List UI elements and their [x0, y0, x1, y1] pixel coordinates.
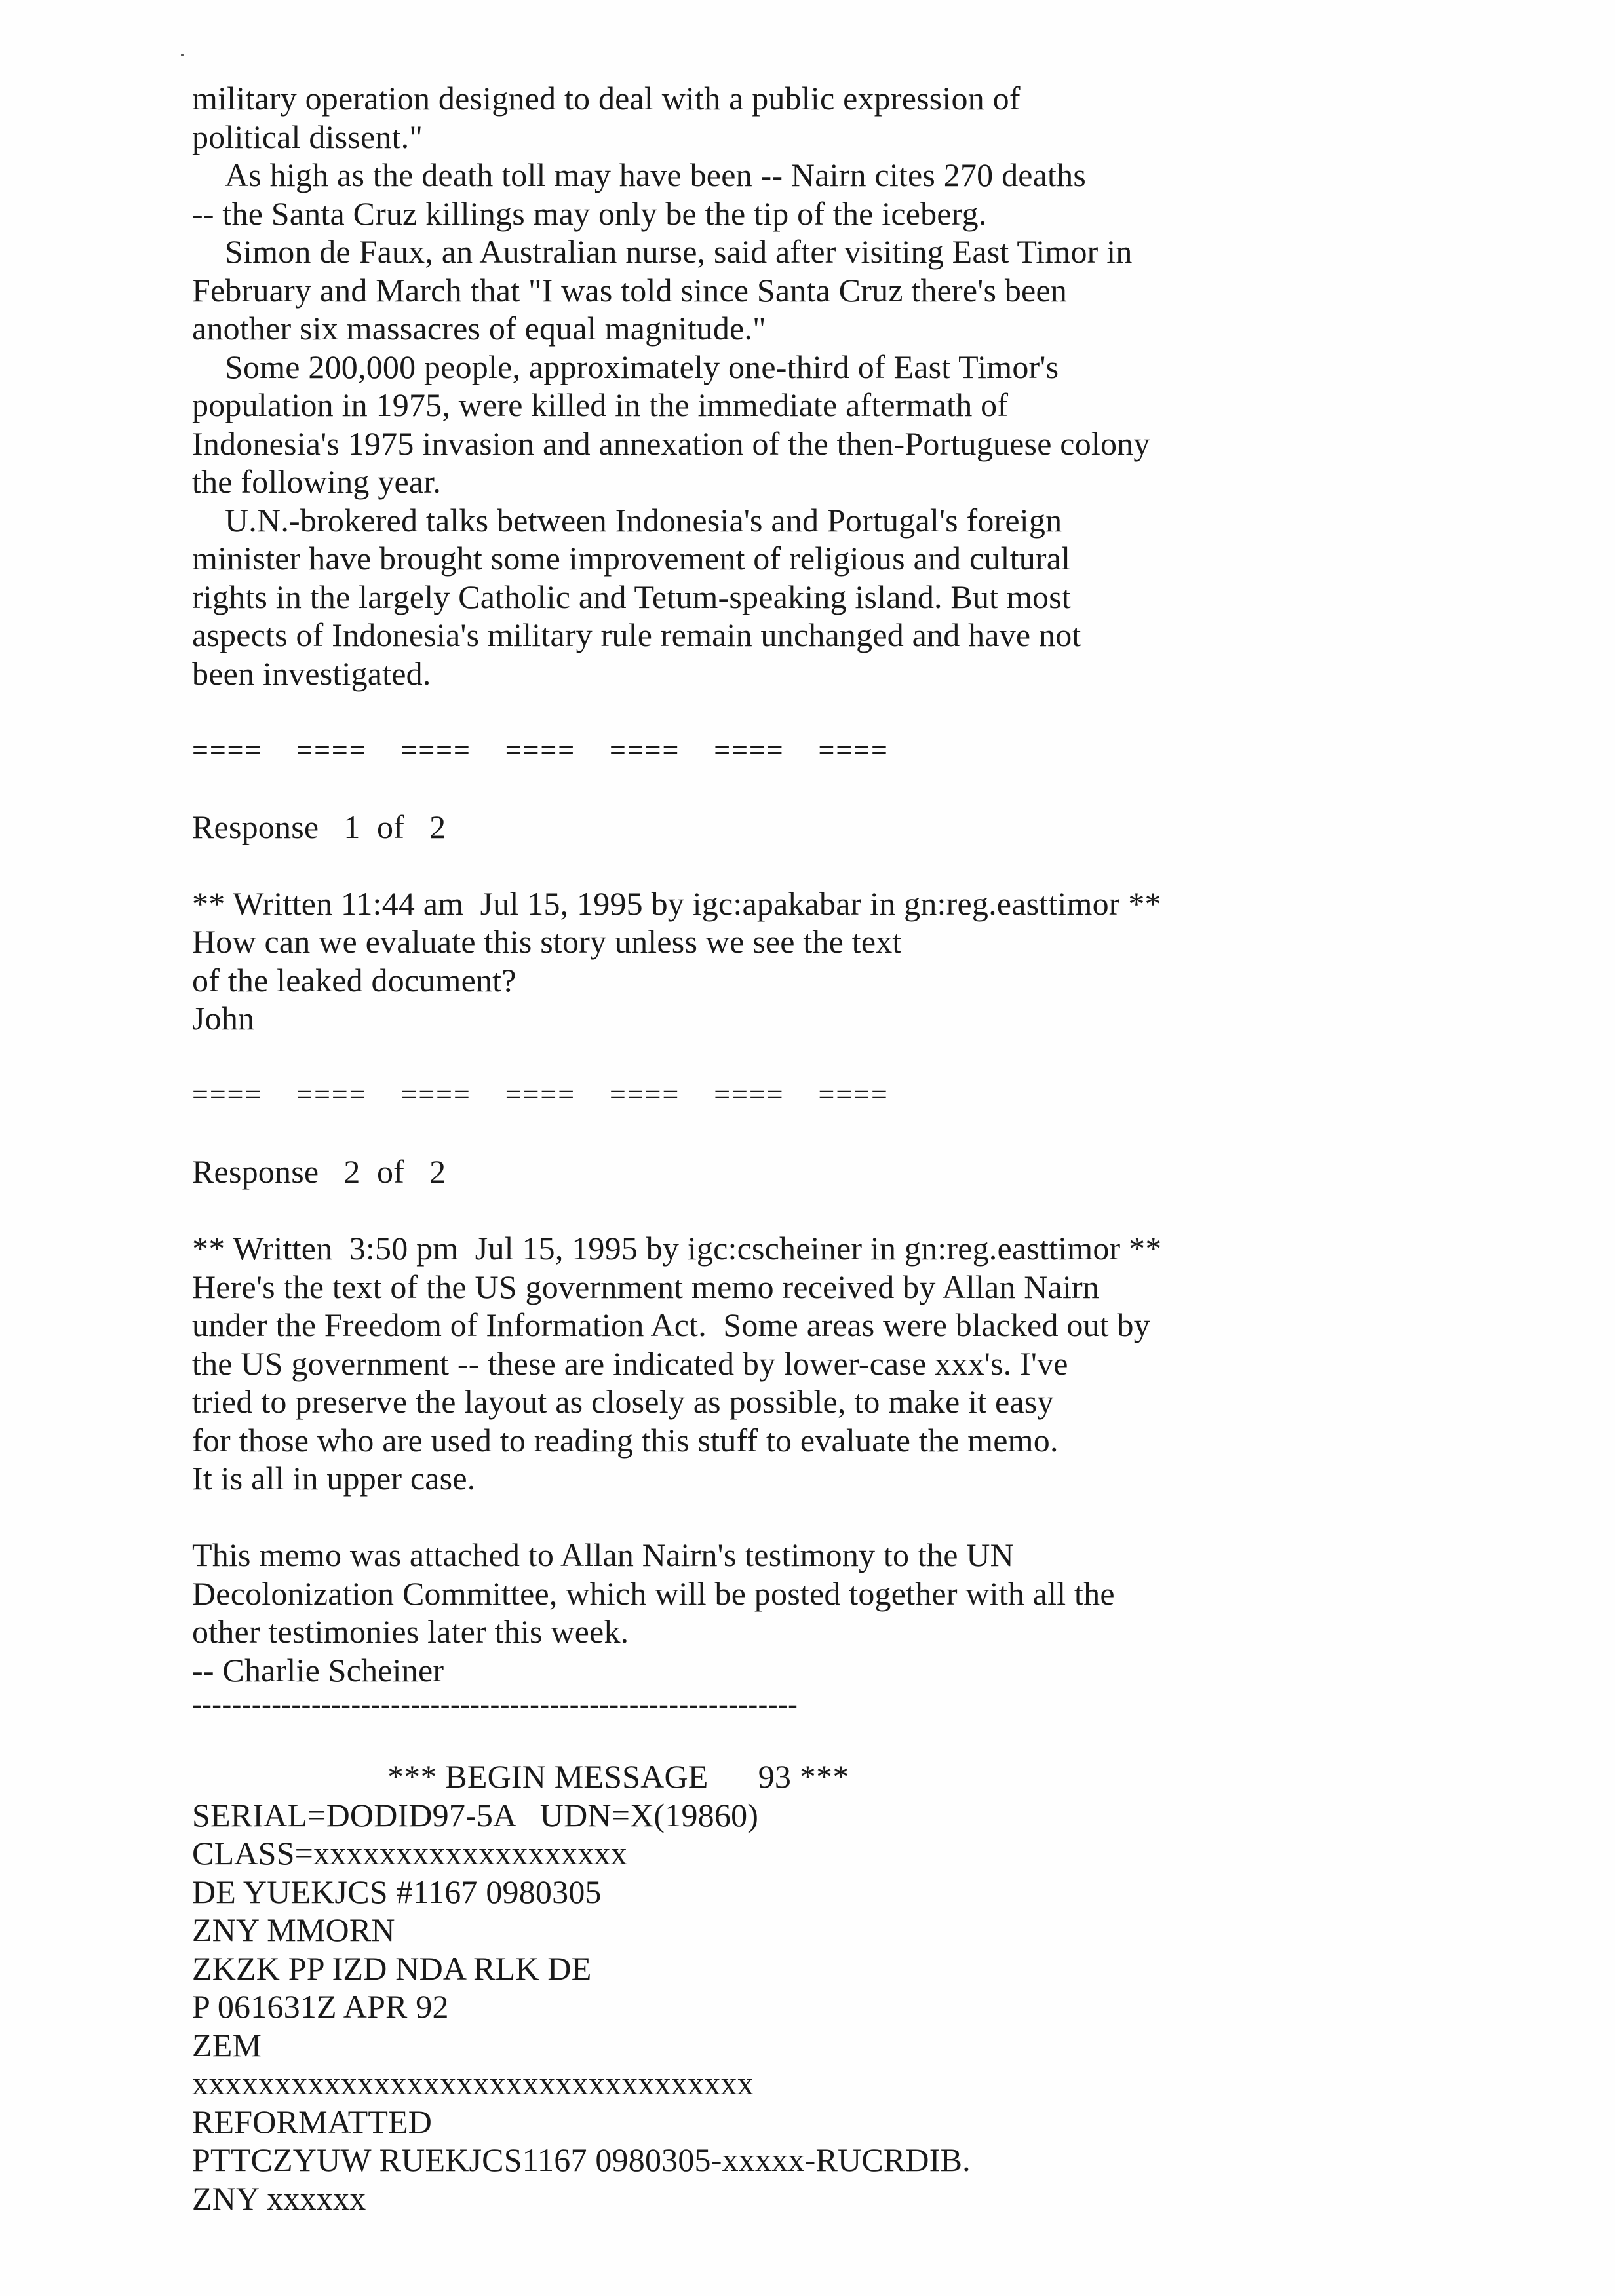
text-line: another six massacres of equal magnitude."	[192, 310, 766, 347]
text-line: February and March that "I was told since Santa Cruz there's been	[192, 271, 1068, 309]
scan-speck	[181, 54, 184, 56]
memo-line: ZNY MMORN	[192, 1911, 395, 1948]
text-line: been investigated.	[192, 655, 431, 692]
text-line: tried to preserve the layout as closely as possible, to make it easy	[192, 1383, 1054, 1420]
text-line: population in 1975, were killed in the immediate aftermath of	[192, 387, 1009, 423]
text-line: Here's the text of the US government memo received by Allan Nairn	[192, 1268, 1100, 1305]
memo-line: CLASS=xxxxxxxxxxxxxxxxxxx	[192, 1835, 627, 1871]
memo-line: ZKZK PP IZD NDA RLK DE	[192, 1949, 592, 1987]
text-line: other testimonies later this week.	[192, 1613, 629, 1650]
text-line: Some 200,000 people, approximately one-third of East Timor's	[225, 348, 1059, 385]
memo-line: DE YUEKJCS #1167 0980305	[192, 1873, 602, 1910]
response-2	[192, 1153, 1503, 1689]
response-1	[192, 808, 1503, 1038]
memo-line: P 061631Z APR 92	[192, 1988, 449, 2025]
written-byline: ** Written 3:50 pm Jul 15, 1995 by igc:cscheiner in gn:reg.easttimor **	[192, 1230, 1162, 1267]
memo-line: SERIAL=DODID97-5A UDN=X(19860)	[192, 1796, 759, 1833]
text-line: This memo was attached to Allan Nairn's testimony to the UN	[192, 1537, 1014, 1573]
dashed-rule: -------------------------------------------------------------	[192, 1689, 798, 1719]
signature-line: -- Charlie Scheiner	[192, 1651, 444, 1689]
text-line: military operation designed to deal with a public expression of	[192, 80, 1021, 117]
written-byline: ** Written 11:44 am Jul 15, 1995 by igc:apakabar in gn:reg.easttimor **	[192, 885, 1161, 922]
text-line: How can we evaluate this story unless we see the text	[192, 923, 902, 960]
response-header: Response 2 of 2	[192, 1153, 446, 1190]
text-line: of the leaked document?	[192, 961, 516, 999]
memo-line: ZEM	[192, 2026, 262, 2063]
text-line: the following year.	[192, 463, 442, 500]
response-header: Response 1 of 2	[192, 808, 446, 845]
text-line: U.N.-brokered talks between Indonesia's and Portugal's foreign	[225, 501, 1062, 539]
memo-line: REFORMATTED	[192, 2103, 433, 2140]
document-text	[192, 79, 1503, 2217]
text-line: rights in the largely Catholic and Tetum-speaking island. But most	[192, 578, 1072, 615]
separator-line: ==== ==== ==== ==== ==== ==== ====	[192, 733, 889, 766]
text-line: It is all in upper case.	[192, 1460, 476, 1497]
text-line: the US government -- these are indicated by lower-case xxx's. I've	[192, 1345, 1068, 1382]
text-line: aspects of Indonesia's military rule remain unchanged and have not	[192, 617, 1081, 653]
text-line: Indonesia's 1975 invasion and annexation of the then-Portuguese colony	[192, 425, 1150, 462]
article-section	[192, 79, 1503, 693]
signature-line: John	[192, 1000, 255, 1037]
text-line: Simon de Faux, an Australian nurse, said after visiting East Timor in	[225, 233, 1133, 270]
text-line: -- the Santa Cruz killings may only be the tip of the iceberg.	[192, 195, 987, 232]
memo-line: PTTCZYUW RUEKJCS1167 0980305-xxxxx-RUCRDIB.	[192, 2141, 971, 2178]
text-line: for those who are used to reading this stuff to evaluate the memo.	[192, 1421, 1059, 1459]
text-line: minister have brought some improvement of religious and cultural	[192, 540, 1071, 577]
memo-title: *** BEGIN MESSAGE 93 ***	[387, 1758, 849, 1795]
text-line: As high as the death toll may have been -- Nairn cites 270 deaths	[225, 157, 1087, 193]
memo-line: xxxxxxxxxxxxxxxxxxxxxxxxxxxxxxxxxx	[192, 2065, 754, 2101]
text-line: under the Freedom of Information Act. Some areas were blacked out by	[192, 1307, 1150, 1343]
memo-line: ZNY xxxxxx	[192, 2179, 366, 2217]
text-line: Decolonization Committee, which will be posted together with all the	[192, 1575, 1115, 1612]
memo-section	[192, 1757, 1503, 2217]
separator-line: ==== ==== ==== ==== ==== ==== ====	[192, 1079, 889, 1111]
text-line: political dissent."	[192, 118, 423, 155]
